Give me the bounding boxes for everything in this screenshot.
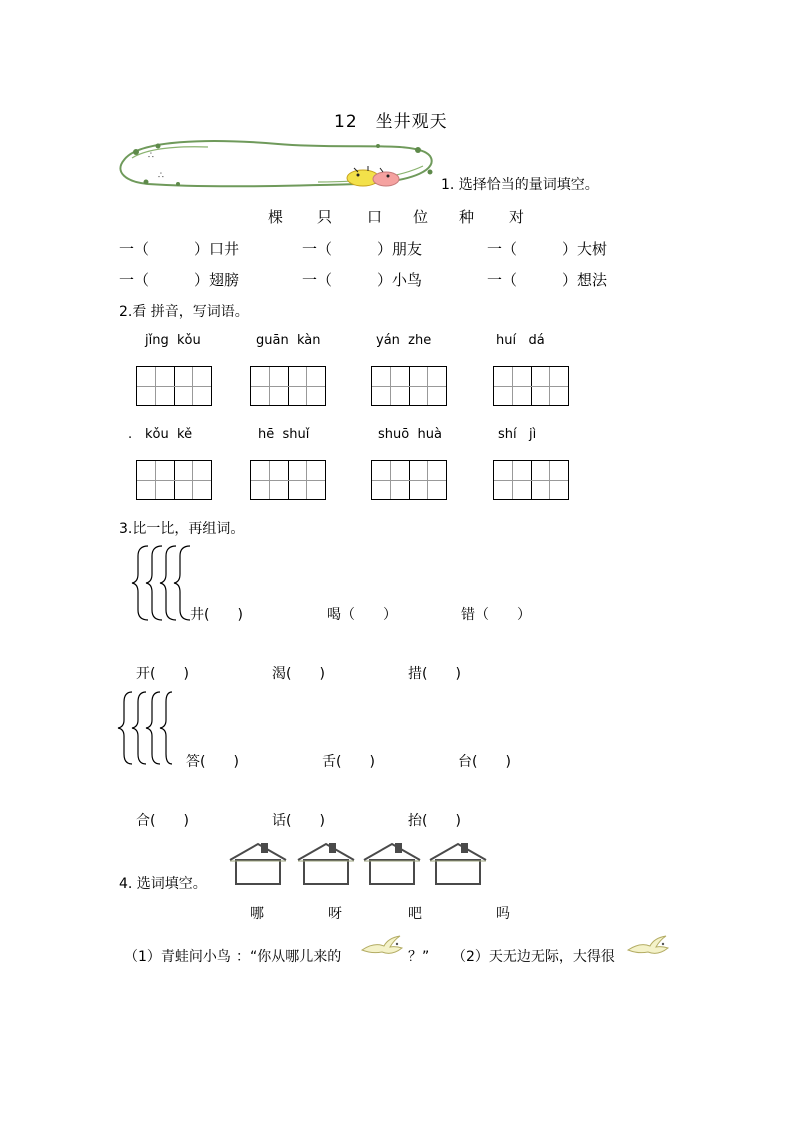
word-option: 吧 [408, 906, 422, 922]
pinyin-label: kǒu kě [145, 427, 193, 442]
writing-grid[interactable] [250, 460, 326, 500]
sentence-1-prefix: （1）青蛙问小鸟 [124, 949, 231, 965]
word-option: 口 [367, 208, 383, 226]
pinyin-label: huí dá [496, 333, 545, 348]
bird-icon [626, 932, 674, 962]
compare-item[interactable]: 抬( ) [408, 813, 461, 829]
compare-item[interactable]: 合( ) [136, 813, 189, 829]
writing-grid[interactable] [493, 366, 569, 406]
sentence-1-end: ？” [408, 949, 430, 965]
compare-item[interactable]: 错（ ） [461, 607, 531, 623]
q2-heading: 2.看 拼音，写词语。 [119, 304, 249, 320]
svg-text:∴: ∴ [148, 151, 154, 161]
pinyin-label: guān kàn [256, 333, 321, 348]
q3-heading: 3.比一比，再组词。 [119, 521, 245, 537]
brace-group-2 [120, 690, 176, 766]
pinyin-mark: . [128, 427, 133, 442]
writing-grid[interactable] [371, 460, 447, 500]
word-option: 吗 [496, 906, 510, 922]
page-title: 12 坐井观天 [334, 112, 448, 132]
q1-blank-item[interactable]: 一（ ）朋友 [302, 240, 423, 258]
q1-heading: 1. 选择恰当的量词填空。 [441, 177, 599, 193]
pinyin-label: yán zhe [376, 333, 432, 348]
word-option: 呀 [328, 906, 342, 922]
compare-item[interactable]: 喝（ ） [327, 607, 397, 623]
word-option: 棵 [268, 208, 284, 226]
compare-item[interactable]: 措( ) [408, 666, 461, 682]
q1-blank-item[interactable]: 一（ ）翅膀 [119, 271, 240, 289]
q1-blank-item[interactable]: 一（ ）大树 [487, 240, 608, 258]
brace-group-1 [134, 544, 194, 622]
writing-grid[interactable] [136, 460, 212, 500]
q1-blank-item[interactable]: 一（ ）口井 [119, 240, 240, 258]
vine-frame-decoration [118, 138, 438, 194]
sentence-2: （2）天无边无际，大得很 [452, 949, 615, 965]
pinyin-label: shuō huà [378, 427, 442, 442]
svg-text:∴: ∴ [158, 171, 164, 181]
writing-grid[interactable] [493, 460, 569, 500]
word-option: 位 [413, 208, 429, 226]
word-option: 哪 [250, 906, 264, 922]
writing-grid[interactable] [250, 366, 326, 406]
compare-item[interactable]: 台( ) [458, 754, 511, 770]
writing-grid[interactable] [371, 366, 447, 406]
word-option: 对 [509, 208, 525, 226]
q4-heading: 4. 选词填空。 [119, 876, 207, 892]
bird-icon [360, 932, 408, 962]
q1-blank-item[interactable]: 一（ ）小鸟 [302, 271, 423, 289]
pinyin-label: jǐng kǒu [145, 333, 201, 348]
compare-item[interactable]: 井( ) [190, 607, 243, 623]
sentence-1-quote: ：“你从哪儿来的 [236, 949, 342, 965]
compare-item[interactable]: 渴( ) [272, 666, 325, 682]
compare-item[interactable]: 舌( ) [322, 754, 375, 770]
q1-blank-item[interactable]: 一（ ）想法 [487, 271, 608, 289]
compare-item[interactable]: 话( ) [272, 813, 325, 829]
writing-grid[interactable] [136, 366, 212, 406]
pinyin-label: shí jì [498, 427, 537, 442]
word-option: 种 [459, 208, 475, 226]
compare-item[interactable]: 开( ) [136, 666, 189, 682]
house-icons [226, 840, 494, 888]
compare-item[interactable]: 答( ) [186, 754, 239, 770]
pinyin-label: hē shuǐ [258, 427, 310, 442]
word-option: 只 [317, 208, 333, 226]
